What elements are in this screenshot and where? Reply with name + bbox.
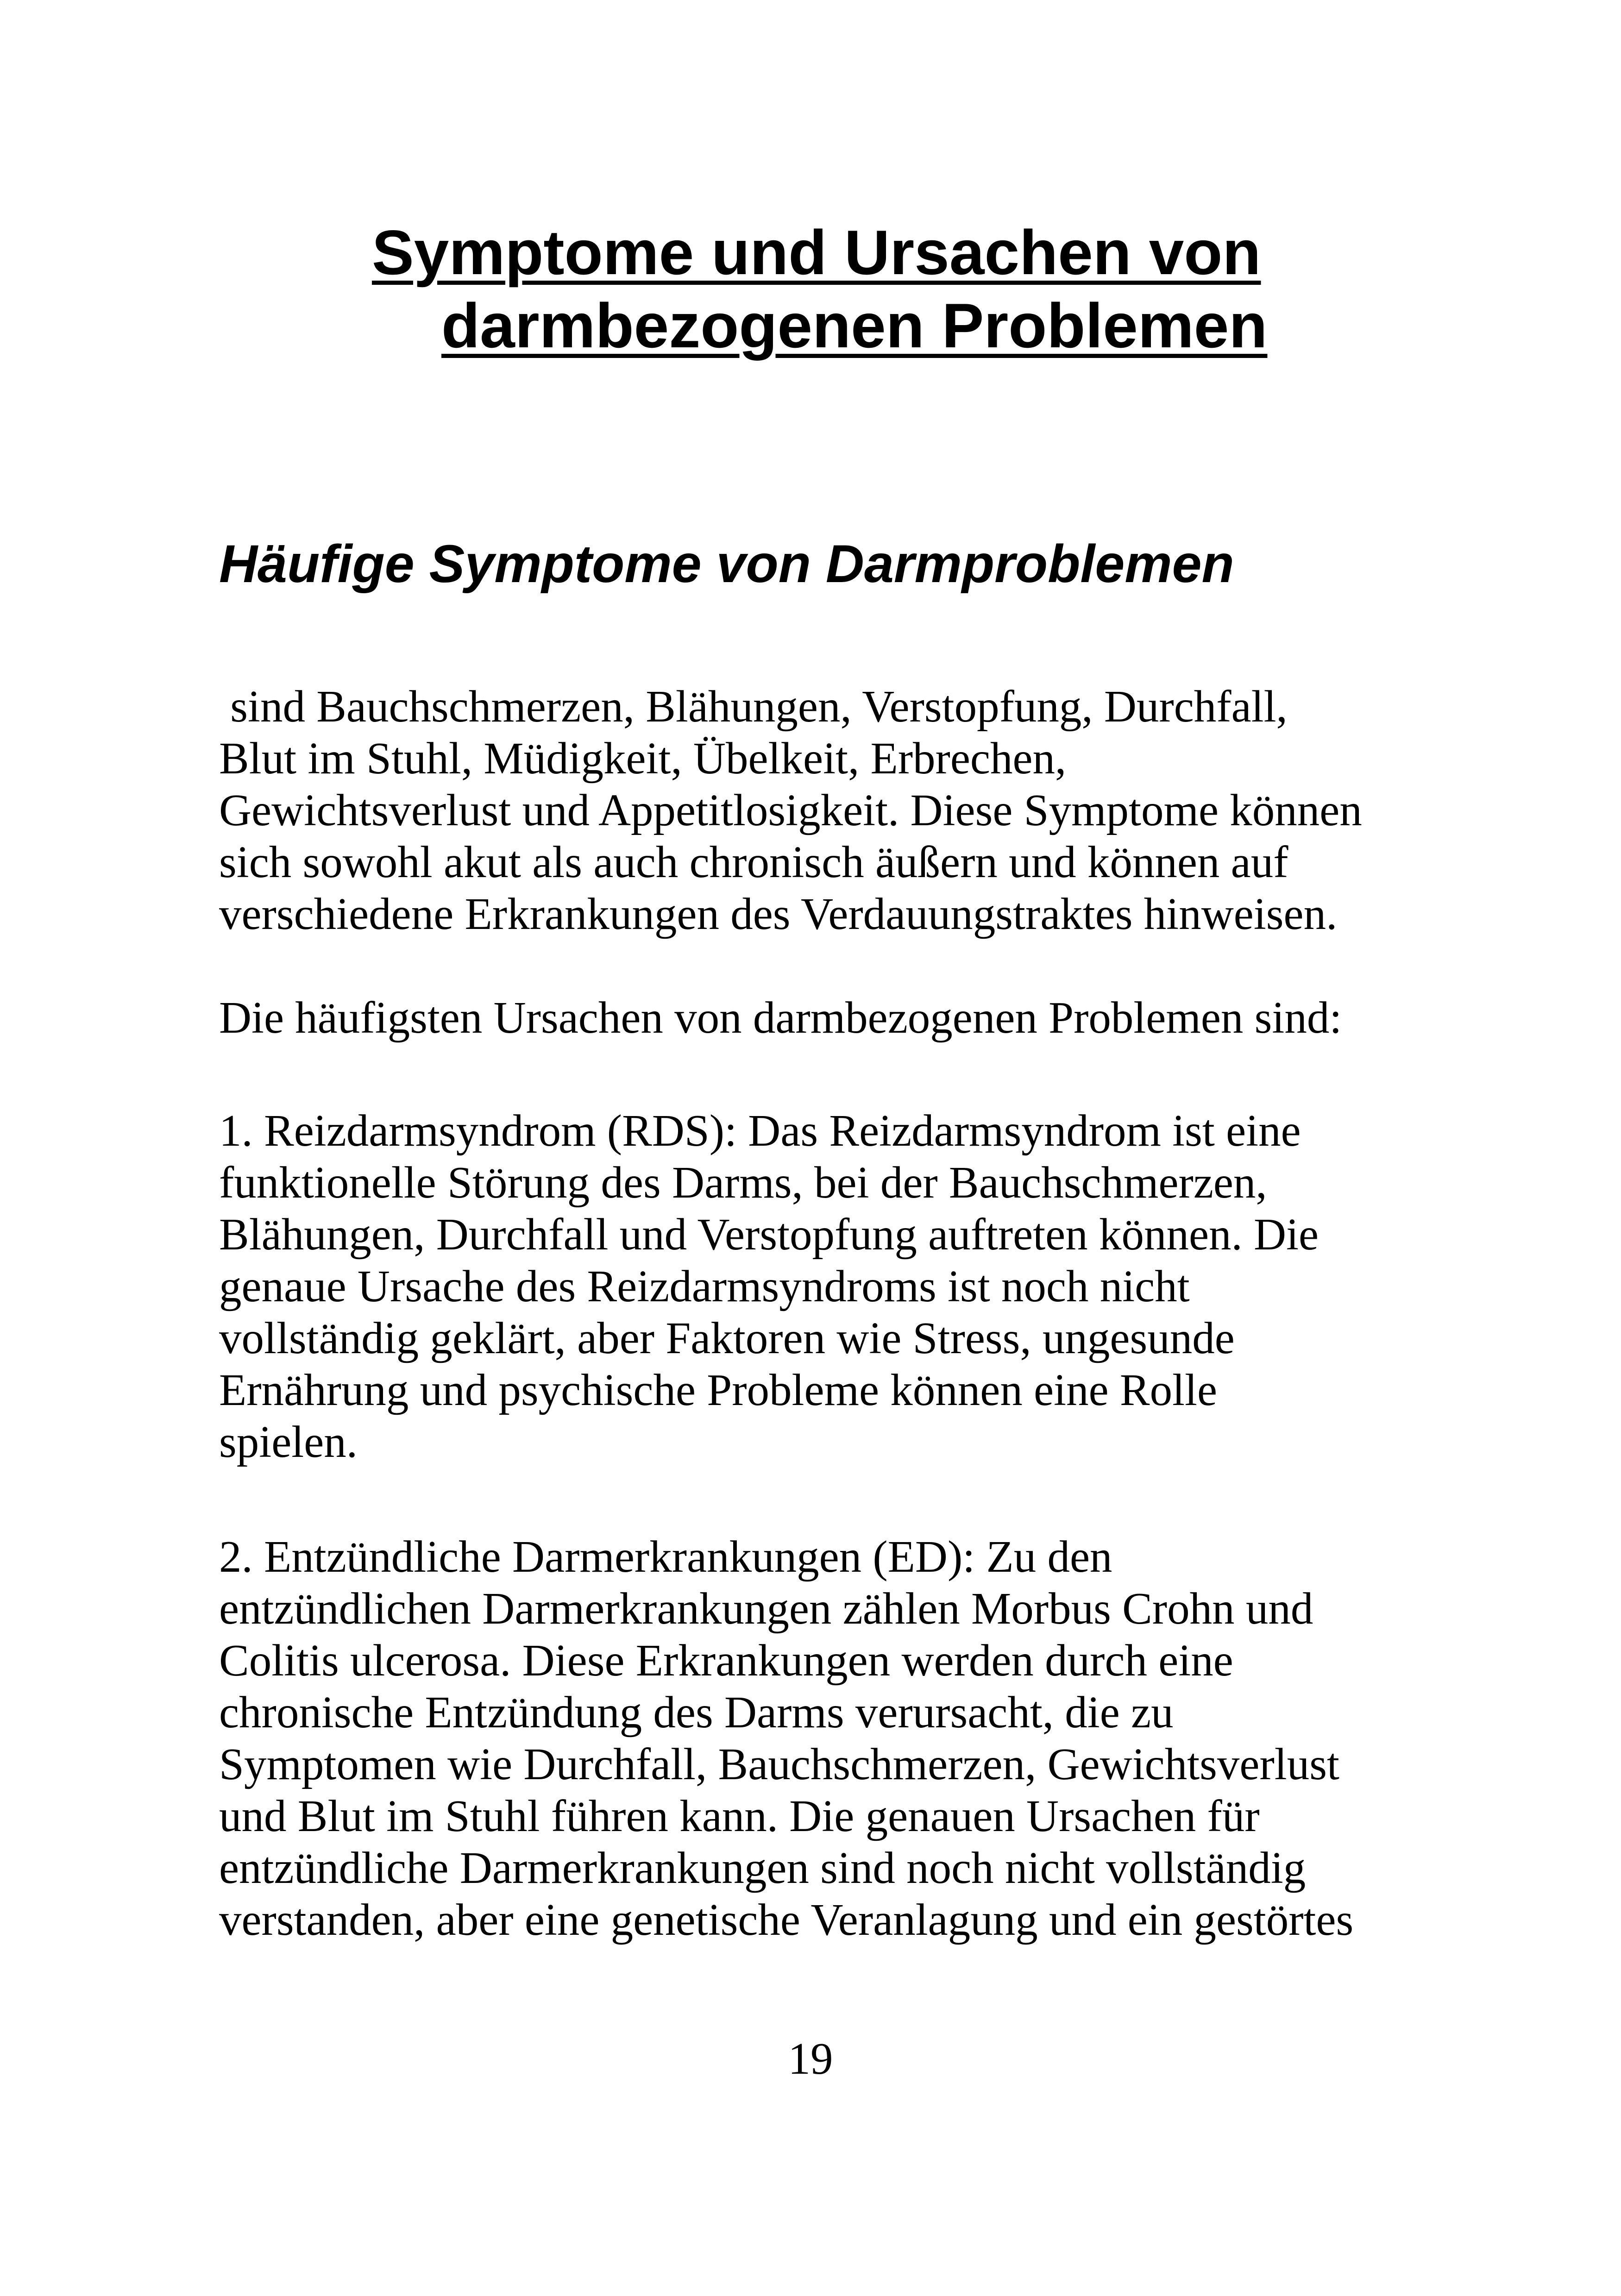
text-line: entzündlichen Darmerkrankungen zählen Morbus Crohn und — [219, 1584, 1313, 1633]
text-line: Blut im Stuhl, Müdigkeit, Übelkeit, Erbrechen, — [219, 734, 1067, 783]
text-line: 1. Reizdarmsyndrom (RDS): Das Reizdarmsyndrom ist eine — [219, 1106, 1301, 1155]
text-line: Gewichtsverlust und Appetitlosigkeit. Diese Symptome können — [219, 785, 1362, 835]
text-line: Blähungen, Durchfall und Verstopfung auftreten können. Die — [219, 1210, 1319, 1259]
paragraph-symptoms — [219, 681, 1433, 940]
text-line: und Blut im Stuhl führen kann. Die genauen Ursachen für — [219, 1791, 1260, 1841]
text-line: Die häufigsten Ursachen von darmbezogenen Problemen sind: — [219, 993, 1342, 1042]
text-line: verstanden, aber eine genetische Veranlagung und ein gestörtes — [219, 1895, 1354, 1945]
text-line: sind Bauchschmerzen, Blähungen, Verstopfung, Durchfall, — [219, 682, 1288, 731]
section-heading: Häufige Symptome von Darmproblemen — [219, 534, 1234, 594]
paragraph-ibd — [219, 1531, 1433, 1946]
page-title-line-2: darmbezogenen Problemen — [441, 290, 1268, 361]
paragraph-causes-intro — [219, 992, 1433, 1044]
text-line: chronische Entzündung des Darms verursacht, die zu — [219, 1687, 1174, 1737]
page-title-line-1: Symptome und Ursachen von — [372, 217, 1261, 288]
page-number: 19 — [788, 2034, 833, 2083]
text-line: funktionelle Störung des Darms, bei der Bauchschmerzen, — [219, 1158, 1267, 1207]
paragraph-ibs — [219, 1105, 1433, 1468]
text-line: genaue Ursache des Reizdarmsyndroms ist noch nicht — [219, 1261, 1190, 1311]
text-line: Symptomen wie Durchfall, Bauchschmerzen, Gewichtsverlust — [219, 1739, 1339, 1789]
text-line: verschiedene Erkrankungen des Verdauungstraktes hinweisen. — [219, 889, 1338, 939]
text-line: entzündliche Darmerkrankungen sind noch nicht vollständig — [219, 1843, 1306, 1893]
text-line: Colitis ulcerosa. Diese Erkrankungen werden durch eine — [219, 1636, 1233, 1685]
text-line: spielen. — [219, 1417, 358, 1467]
text-line: sich sowohl akut als auch chronisch äußern und können auf — [219, 837, 1288, 887]
text-line: 2. Entzündliche Darmerkrankungen (ED): Zu den — [219, 1532, 1112, 1581]
text-line: Ernährung und psychische Probleme können eine Rolle — [219, 1365, 1218, 1415]
text-line: vollständig geklärt, aber Faktoren wie Stress, ungesunde — [219, 1313, 1235, 1363]
